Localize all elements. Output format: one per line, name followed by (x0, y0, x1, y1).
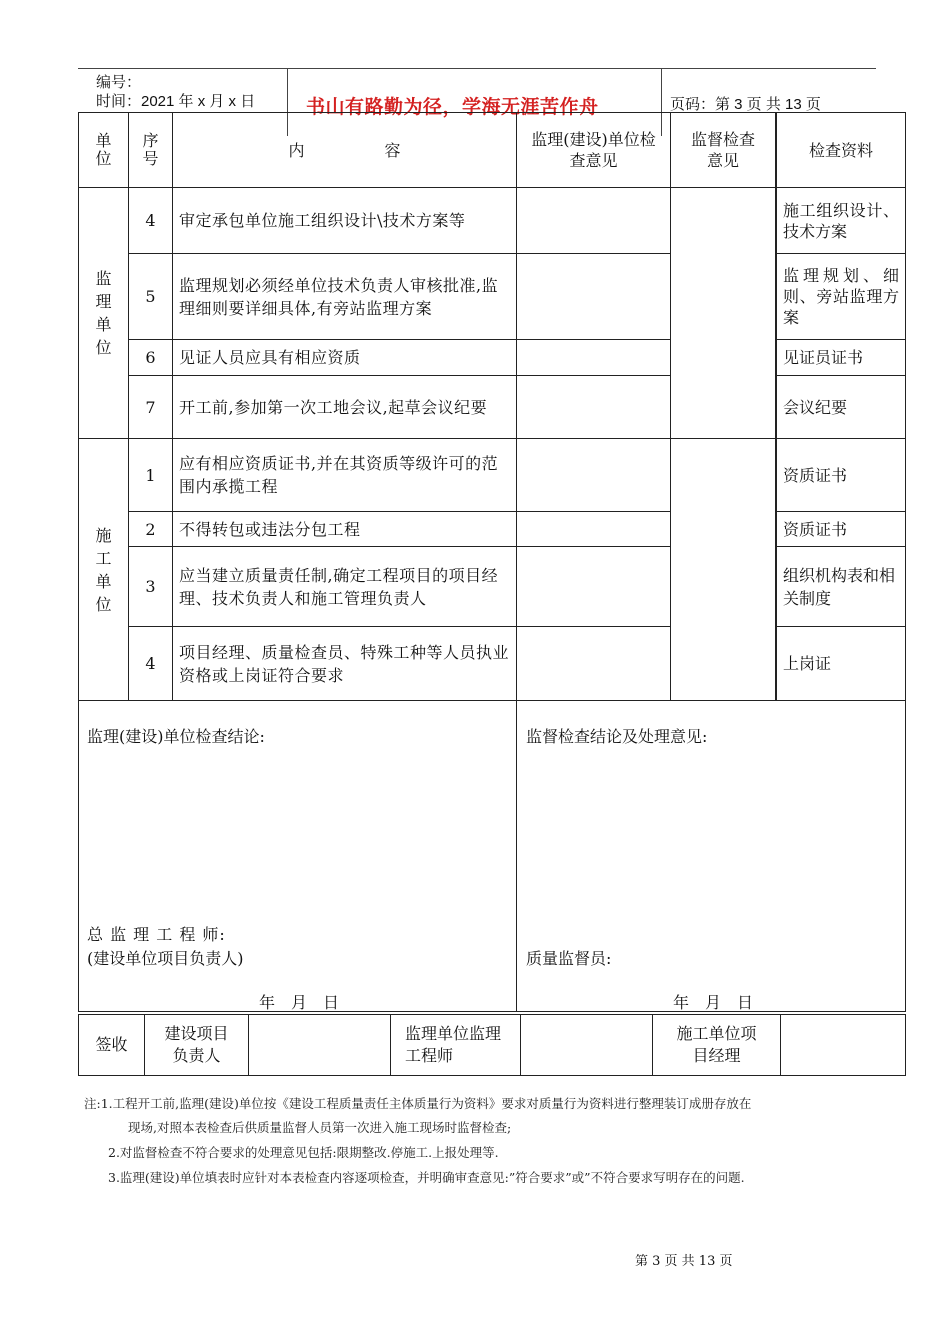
row-supervision-opinion[interactable] (517, 188, 671, 254)
group-unit-construction: 施工单位 (79, 439, 129, 701)
row-material: 上岗证 (777, 627, 906, 701)
row-material: 施工组织设计、技术方案 (777, 188, 906, 254)
sign-supervisor-label: 监理单位监理工程师 (391, 1015, 521, 1076)
table-header-row (79, 113, 906, 188)
oversight-opinion-cell-group-2[interactable] (671, 439, 776, 701)
row-content: 监理规划必须经单位技术负责人审核批准,监理细则要详细具体,有旁站监理方案 (173, 254, 517, 340)
row-seq: 6 (129, 340, 173, 376)
row-content: 审定承包单位施工组织设计\技术方案等 (173, 188, 517, 254)
table-row (79, 340, 906, 376)
row-material: 见证员证书 (777, 340, 906, 376)
table-row (79, 439, 906, 512)
header-materials: 检查资料 (777, 113, 906, 188)
sign-row (79, 1015, 906, 1076)
sign-table (78, 1014, 906, 1076)
row-seq: 7 (129, 376, 173, 439)
oversight-opinion-cell-group-1[interactable] (671, 188, 776, 439)
supervision-conclusion-date: 年 月 日 (259, 993, 340, 1012)
row-supervision-opinion[interactable] (517, 512, 671, 547)
note-1-continued: 现场,对照本表检查后供质量监督人员第一次进入施工现场时监督检查; (128, 1120, 512, 1135)
row-seq: 5 (129, 254, 173, 340)
row-supervision-opinion[interactable] (517, 439, 671, 512)
row-supervision-opinion[interactable] (517, 340, 671, 376)
row-content: 应有相应资质证书,并在其资质等级许可的范围内承揽工程 (173, 439, 517, 512)
row-content: 开工前,参加第一次工地会议,起草会议纪要 (173, 376, 517, 439)
sign-owner-field[interactable] (249, 1015, 391, 1076)
chief-engineer-label: 总 监 理 工 程 师: (87, 925, 226, 944)
owner-responsible-label: (建设单位项目负责人) (87, 949, 244, 968)
inspection-table (78, 112, 906, 1012)
header-unit: 单位 (79, 113, 129, 188)
note-3: 3.监理(建设)单位填表时应针对本表检查内容逐项检查，并明确审查意见:”符合要求”或”不符合要求写明存在的问题. (108, 1170, 745, 1185)
conclusion-row (79, 701, 906, 1012)
header-oversight-opinion: 监督检查意见 (671, 113, 776, 188)
row-supervision-opinion[interactable] (517, 547, 671, 627)
header-content: 内 容 (173, 113, 517, 188)
table-row (79, 376, 906, 439)
header-page-label: 页码：第 3 页 共 13 页 (670, 96, 821, 113)
quality-inspector-label: 质量监督员: (526, 949, 612, 968)
supervision-conclusion-title: 监理(建设)单位检查结论: (87, 727, 265, 746)
header-supervision-opinion: 监理(建设)单位检查意见 (517, 113, 671, 188)
page-footer: 第 3 页 共 13 页 (635, 1254, 733, 1269)
row-seq: 1 (129, 439, 173, 512)
row-seq: 2 (129, 512, 173, 547)
table-row (79, 512, 906, 547)
sign-owner-label: 建设项目负责人 (145, 1015, 249, 1076)
supervision-conclusion-cell[interactable] (79, 701, 517, 1012)
row-seq: 4 (129, 188, 173, 254)
row-supervision-opinion[interactable] (517, 254, 671, 340)
header-top-line (78, 68, 876, 69)
sign-label: 签收 (79, 1015, 145, 1076)
header-number-label: 编号： (96, 74, 142, 91)
sign-contractor-label: 施工单位项目经理 (653, 1015, 781, 1076)
table-row (79, 627, 906, 701)
group-unit-supervision: 监理单位 (79, 188, 129, 439)
header-motto: 书山有路勤为径，学海无涯苦作舟 (306, 96, 599, 118)
note-1: 注:1.工程开工前,监理(建设)单位按《建设工程质量责任主体质量行为资料》要求对质量行为资料进行整理装订成册存放在 (84, 1096, 752, 1111)
row-material: 监理规划、细则、旁站监理方案 (777, 254, 906, 340)
sign-contractor-field[interactable] (781, 1015, 906, 1076)
header-seq: 序号 (129, 113, 173, 188)
row-seq: 4 (129, 627, 173, 701)
row-content: 项目经理、质量检查员、特殊工种等人员执业资格或上岗证符合要求 (173, 627, 517, 701)
row-content: 见证人员应具有相应资质 (173, 340, 517, 376)
row-supervision-opinion[interactable] (517, 376, 671, 439)
row-supervision-opinion[interactable] (517, 627, 671, 701)
oversight-conclusion-title: 监督检查结论及处理意见: (526, 727, 708, 746)
row-content: 应当建立质量责任制,确定工程项目的项目经理、技术负责人和施工管理负责人 (173, 547, 517, 627)
row-material: 资质证书 (777, 512, 906, 547)
row-content: 不得转包或违法分包工程 (173, 512, 517, 547)
sign-supervisor-field[interactable] (521, 1015, 653, 1076)
row-material: 组织机构表和相关制度 (777, 547, 906, 627)
oversight-conclusion-date: 年 月 日 (673, 993, 754, 1012)
table-row (79, 254, 906, 340)
header-time-label: 时间：2021 年 x 月 x 日 (96, 93, 256, 110)
row-material: 资质证书 (777, 439, 906, 512)
table-row (79, 547, 906, 627)
row-seq: 3 (129, 547, 173, 627)
oversight-conclusion-cell[interactable] (517, 701, 906, 1012)
row-material: 会议纪要 (777, 376, 906, 439)
table-row (79, 188, 906, 254)
note-2: 2.对监督检查不符合要求的处理意见包括:限期整改.停施工.上报处理等. (108, 1145, 499, 1160)
